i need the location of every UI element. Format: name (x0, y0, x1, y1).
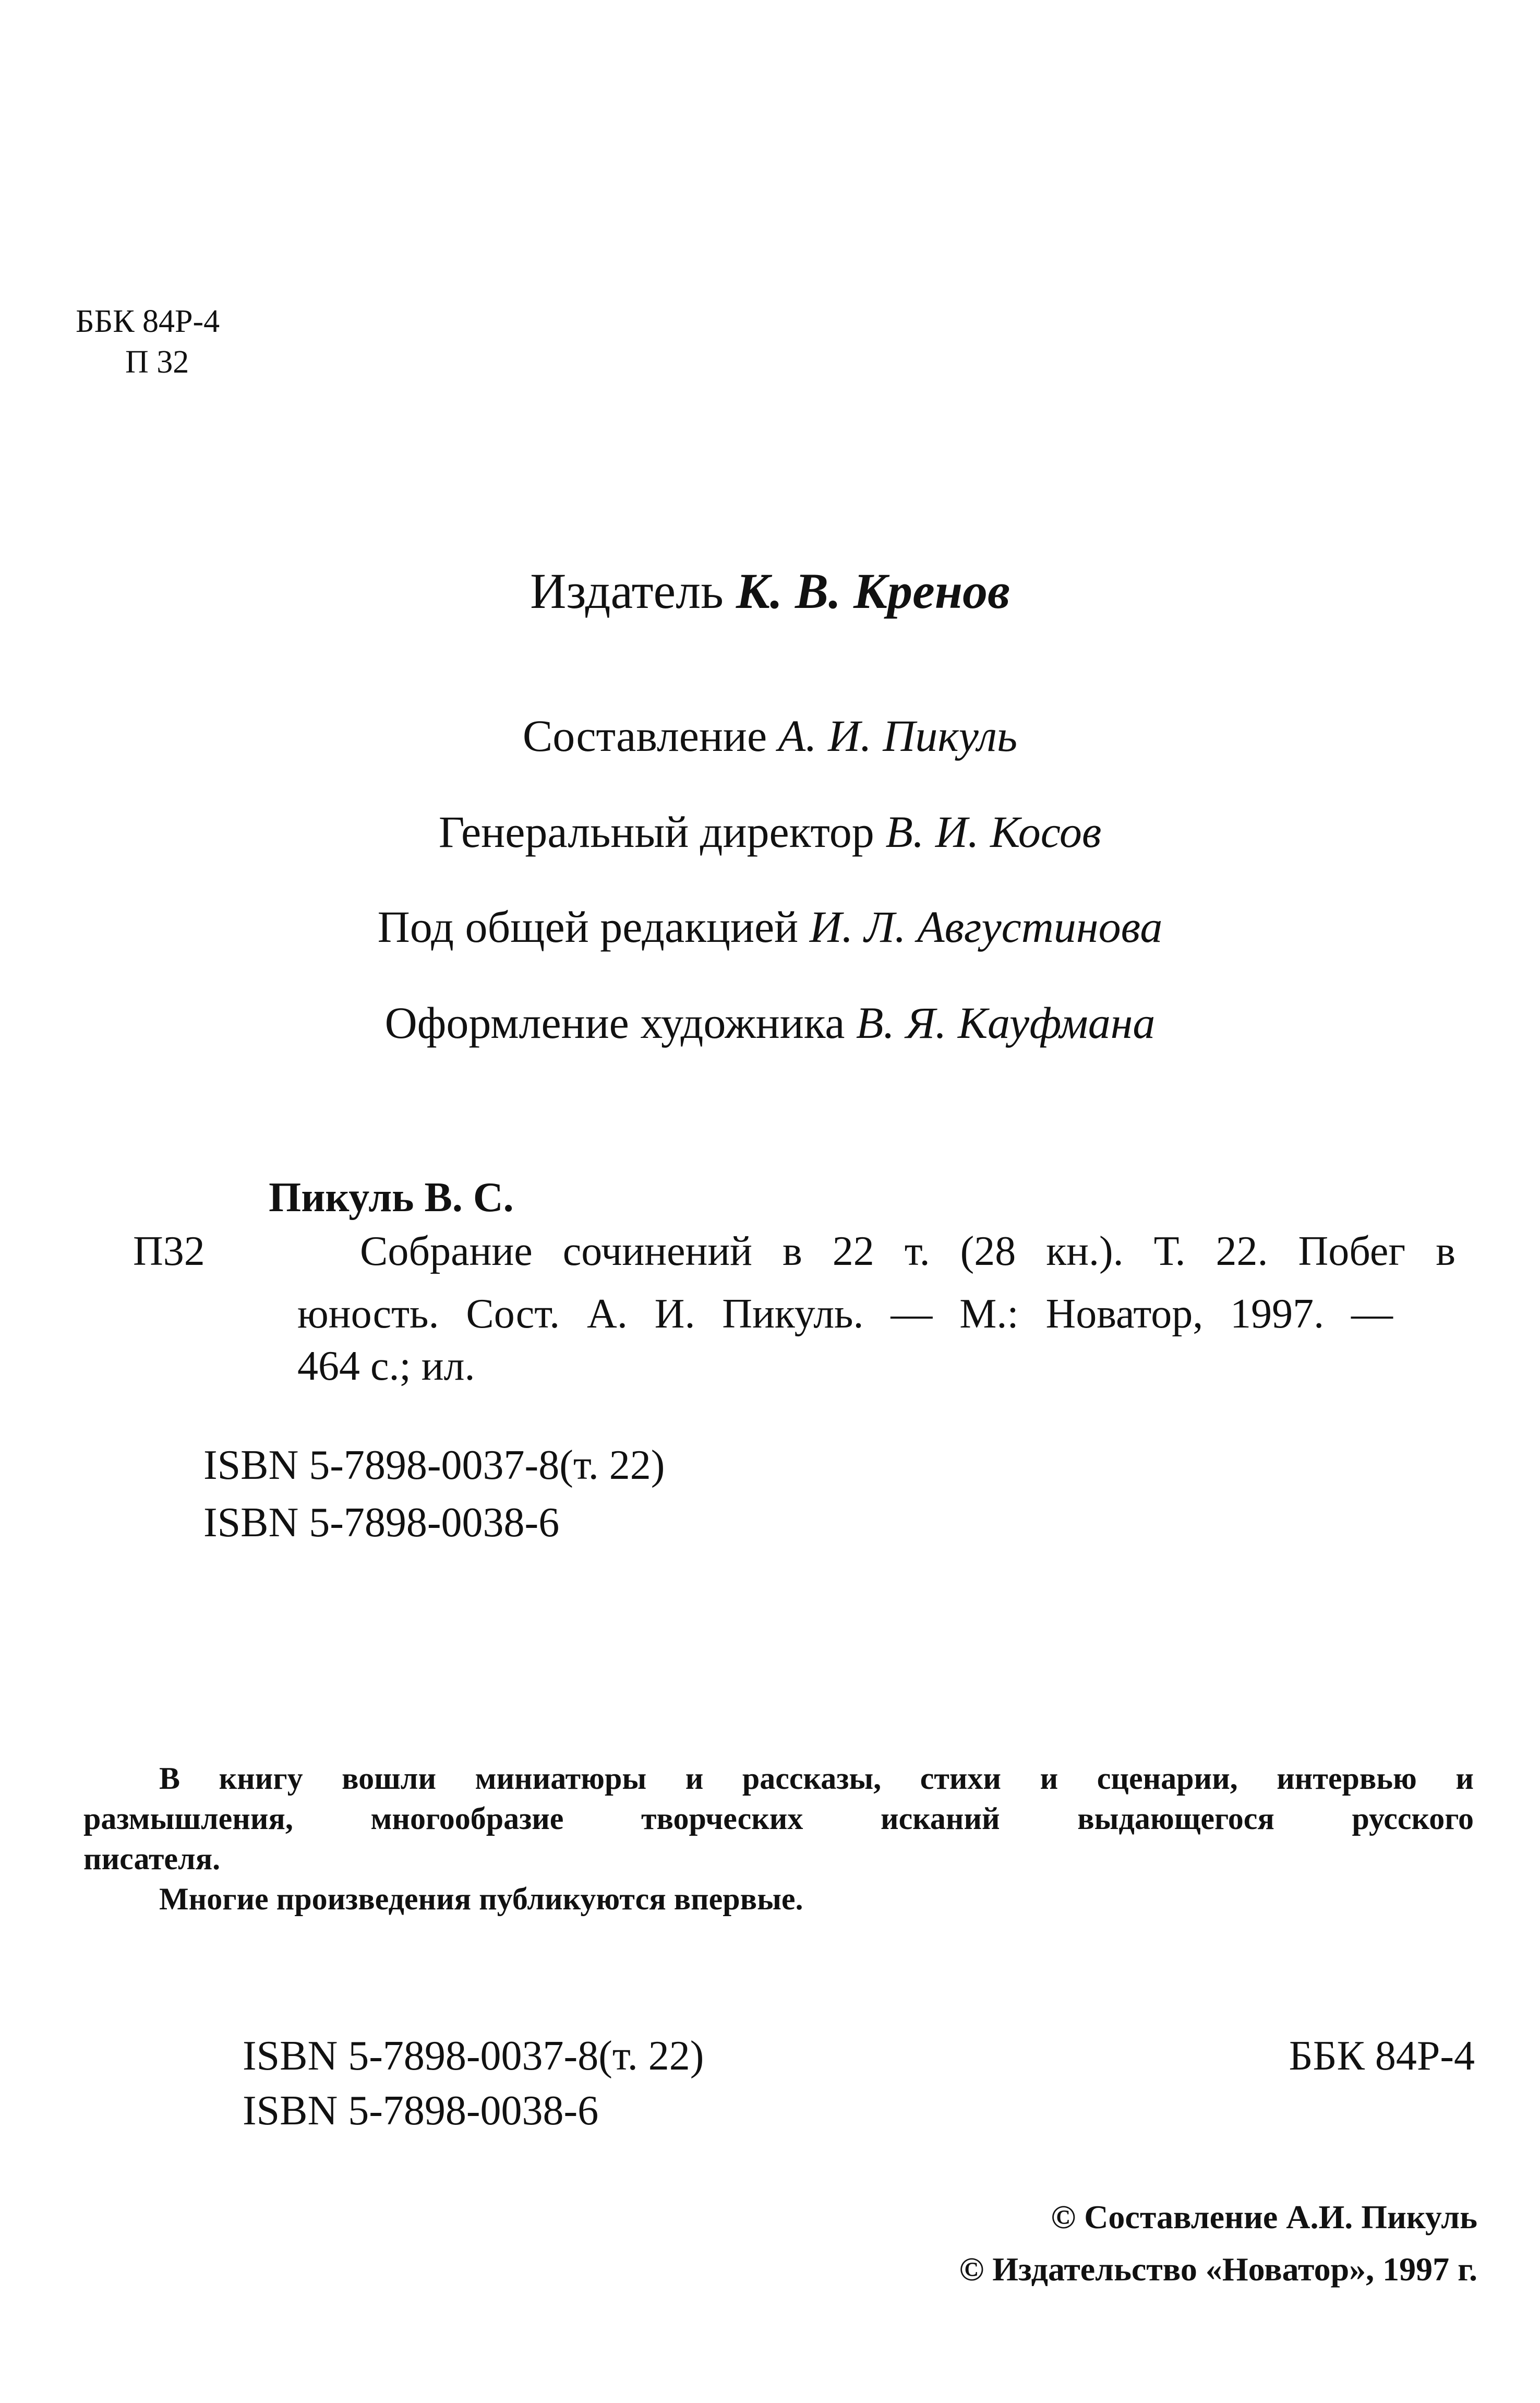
annotation-line-2: размышления, многообразие творческих исканий выдающегося русского (83, 1801, 1474, 1836)
bib-line-2: юность. Сост. А. И. Пикуль. — М.: Новатор, 1997. — (297, 1291, 1393, 1337)
director-label: Генеральный директор (438, 807, 874, 857)
bib-line-1: Собрание сочинений в 22 т. (28 кн.). Т. 22. Побег в (360, 1228, 1455, 1274)
author-code: П 32 (125, 344, 189, 380)
annotation-line-4: Многие произведения публикуются впервые. (159, 1882, 803, 1916)
compiler-label: Составление (522, 711, 767, 761)
bbk-classification: ББК 84Р-4 (76, 304, 220, 339)
publisher-name: К. В. Кренов (736, 563, 1010, 619)
director-line (0, 807, 1540, 857)
footer-isbn-volume: ISBN 5-7898-0037-8(т. 22) (243, 2033, 704, 2079)
editor-label: Под общей редакцией (377, 902, 799, 952)
footer-isbn-set: ISBN 5-7898-0038-6 (243, 2088, 599, 2134)
publisher-label: Издатель (530, 563, 724, 619)
isbn-set: ISBN 5-7898-0038-6 (203, 1500, 560, 1546)
annotation-line-1: В книгу вошли миниатюры и рассказы, стихи и сценарии, интервью и (159, 1761, 1474, 1796)
annotation-line-3: писателя. (83, 1842, 221, 1876)
artist-name: В. Я. Кауфмана (856, 998, 1156, 1048)
compiler-line (0, 711, 1540, 761)
editor-name: И. Л. Августинова (809, 902, 1163, 952)
editor-line (0, 902, 1540, 952)
copyright-publisher: © Издательство «Новатор», 1997 г. (959, 2251, 1477, 2288)
director-name: В. И. Косов (885, 807, 1102, 857)
isbn-volume: ISBN 5-7898-0037-8(т. 22) (203, 1442, 665, 1488)
compiler-name: А. И. Пикуль (778, 711, 1018, 761)
bib-author: Пикуль В. С. (269, 1175, 514, 1221)
artist-line (0, 998, 1540, 1048)
bib-code: П32 (133, 1228, 205, 1274)
artist-label: Оформление художника (384, 998, 845, 1048)
bib-line-3: 464 с.; ил. (297, 1343, 475, 1389)
copyright-compilation: © Составление А.И. Пикуль (1051, 2198, 1477, 2235)
footer-bbk: ББК 84Р-4 (1289, 2033, 1475, 2079)
publisher-line (0, 563, 1540, 619)
